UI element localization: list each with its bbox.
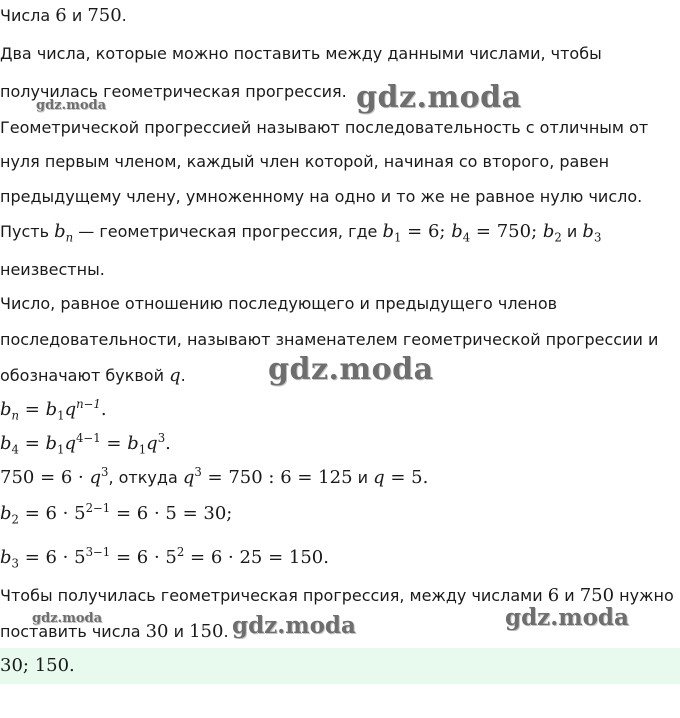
- text: =: [19, 399, 46, 420]
- sub: 2: [11, 512, 19, 527]
- sub: n: [11, 408, 20, 423]
- text: поставить числа: [0, 622, 146, 641]
- text: = 750;: [470, 221, 543, 242]
- watermark: gdz.moda: [268, 352, 434, 387]
- var-b: b: [382, 221, 395, 242]
- line-10: последовательности, называют знаменателем геометрической прогрессии и: [0, 330, 659, 349]
- var: q: [182, 467, 195, 488]
- number-6: 6: [55, 5, 67, 26]
- formula-3: [0, 465, 429, 488]
- text: и: [559, 586, 580, 605]
- text: Числа: [0, 6, 56, 25]
- sup: 3: [101, 465, 109, 479]
- line-8: неизвестны.: [0, 260, 105, 279]
- watermark: gdz.moda: [356, 80, 522, 115]
- text: .: [100, 399, 107, 420]
- sup: 2: [176, 545, 185, 559]
- number: 750: [579, 585, 615, 606]
- answer-box: [0, 648, 680, 684]
- var: b: [0, 547, 12, 568]
- var: b: [127, 433, 139, 454]
- sup: n−1: [76, 397, 101, 411]
- text: .: [121, 6, 127, 25]
- sup: 3: [157, 431, 166, 445]
- sub: 3: [593, 230, 602, 245]
- sub: 1: [394, 230, 402, 245]
- var: b: [45, 433, 58, 454]
- sub: 3: [11, 556, 19, 571]
- var: b: [0, 433, 12, 454]
- sub: 4: [11, 442, 19, 457]
- text: и: [352, 468, 374, 487]
- text: = 6 · 5: [18, 547, 86, 568]
- text: Пусть: [0, 222, 55, 241]
- conclusion-line-1: [0, 586, 674, 606]
- var: q: [64, 399, 77, 420]
- text: =: [18, 433, 46, 454]
- text: .: [223, 622, 229, 641]
- sup: 3−1: [85, 545, 111, 559]
- watermark: gdz.moda: [32, 611, 103, 626]
- text: — геометрическая прогрессия, где: [73, 222, 383, 241]
- formula-2: [0, 431, 171, 457]
- sub: 1: [57, 442, 65, 457]
- text: = 750 : 6 = 125: [201, 467, 353, 488]
- number: 6: [547, 585, 560, 606]
- line-5: нуля первым членом, каждый член которой, начиная со второго, равен: [0, 152, 610, 171]
- text: .: [165, 433, 171, 454]
- text: = 6;: [401, 221, 452, 242]
- text: 750 = 6 ·: [0, 467, 90, 488]
- var-b: b: [451, 221, 463, 242]
- line-2: Два числа, которые можно поставить между данными числами, чтобы: [0, 44, 602, 63]
- var-q: q: [169, 365, 181, 386]
- text: Чтобы получилась геометрическая прогрессия, между числами: [0, 586, 548, 605]
- var: b: [45, 399, 58, 420]
- watermark: gdz.moda: [505, 604, 629, 631]
- watermark: gdz.moda: [36, 98, 107, 113]
- text: нужно: [614, 586, 674, 605]
- sub: 2: [554, 230, 562, 245]
- line-11: [0, 366, 186, 386]
- formula-5: [0, 545, 329, 571]
- line-1: [0, 6, 127, 26]
- number-750: 750: [87, 5, 122, 26]
- line-9: Число, равное отношению последующего и предыдущего членов: [0, 294, 558, 313]
- var: q: [64, 433, 76, 454]
- text: и: [168, 622, 190, 641]
- var-b: b: [54, 221, 66, 242]
- line-4: Геометрической прогрессией называют последовательность с отличным от: [0, 118, 649, 137]
- text: и: [561, 222, 583, 241]
- number: 30: [145, 621, 169, 642]
- var: q: [373, 467, 385, 488]
- formula-1: [0, 397, 107, 423]
- line-3: получилась геометрическая прогрессия.: [0, 82, 347, 101]
- var: b: [0, 503, 12, 524]
- formula-4: [0, 501, 233, 527]
- text: = 6 · 5: [18, 503, 86, 524]
- text: обозначают буквой: [0, 366, 170, 385]
- sub: 1: [57, 408, 65, 423]
- text: .: [180, 366, 186, 385]
- var: b: [0, 399, 12, 420]
- watermark: gdz.moda: [232, 612, 356, 639]
- text: и: [66, 6, 88, 25]
- var-b: b: [582, 221, 594, 242]
- line-6: предыдущему члену, умноженному на одно и то же не равное нулю число.: [0, 187, 643, 206]
- answer-text: 30; 150.: [0, 655, 75, 676]
- text: = 6 · 5 = 30;: [110, 503, 233, 524]
- sub-n: n: [65, 230, 74, 245]
- sup: 3: [194, 465, 202, 479]
- var: q: [146, 433, 158, 454]
- text: = 6 · 25 = 150.: [184, 547, 329, 568]
- sup: 4−1: [76, 431, 101, 445]
- line-7: [0, 221, 602, 245]
- text: = 6 · 5: [110, 547, 177, 568]
- text: = 5.: [384, 467, 429, 488]
- sup: 2−1: [85, 501, 111, 515]
- text: =: [100, 433, 128, 454]
- var: q: [89, 467, 102, 488]
- sub: 1: [138, 442, 147, 457]
- var-b: b: [542, 221, 555, 242]
- text: , откуда: [108, 468, 183, 487]
- number: 150: [189, 621, 224, 642]
- sub: 4: [462, 230, 471, 245]
